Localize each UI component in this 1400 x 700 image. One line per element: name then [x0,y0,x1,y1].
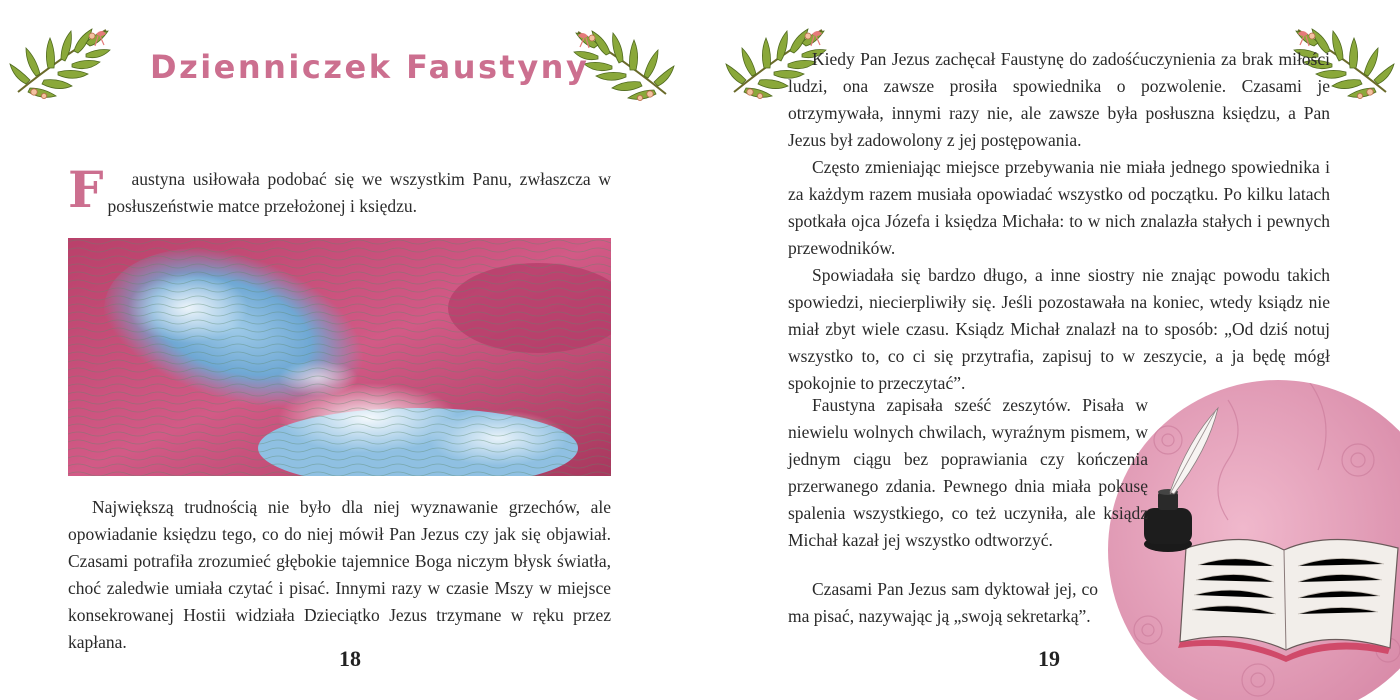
right-paragraph-5: Czasami Pan Jezus sam dyktował jej, co ma pisać, nazywając ją „swoją sekretarką”. [788,579,1098,626]
pink-sky-illustration [68,238,611,476]
left-paragraph-2: Największą trudnością nie było dla niej wyznawanie grzechów, ale opowiadanie księdzu tego, co do niej mówił Pan Jezus czy jak się objawiał. Czasami potrafiła zrozumieć głębokie tajemnice Boga niczym błysk światła, choć zaledwie umiała czytać i pisać. Innymi razy w czasie Mszy w miejsce konsekrowanej Hostii widziała Dzieciątko Jezus trzymane w ręku przez kapłana. [68,497,611,652]
page-number-left: 18 [339,646,361,671]
chapter-title: Dzienniczek Faustyny [150,48,590,86]
right-paragraph-2: Często zmieniając miejsce przebywania nie miała jednego spowiednika i za każdym razem musiała opowiadać wszystko od początku. Po kilku latach spotkała ojca Józefa i księdza Michała: to w nich znalazła stałych i pewnych przewodników. [788,157,1330,258]
notebook-ink-illustration [1108,380,1400,700]
left-paragraph-1-text: austyna usiłowała podobać się we wszystkim Panu, zwłaszcza w posłuszeństwie matce przełożonej i księdzu. [107,169,611,216]
left-paragraph-1 [68,160,611,220]
right-page [700,0,1400,700]
page-number-right: 19 [1038,646,1060,671]
right-paragraph-3: Spowiadała się bardzo długo, a inne siostry nie znając powodu takich spowiedzi, niecierpliwiły się. Jeśli pozostawała na koniec, wtedy ksiądz nie miał zbyt wiele czasu. Ksiądz Michał znalazł na to sposób: „Od dziś notuj wszystko to, co ci się przytrafia, zapisuj to w zeszycie, a ja będę mógł spokojnie to przeczytać”. [788,265,1330,393]
pine-branch-decoration-top-left [6,12,116,102]
drop-cap-letter: F [68,160,104,219]
right-paragraph-4: Faustyna zapisała sześć zeszytów. Pisała w niewielu wolnych chwilach, wyraźnym pismem, w jednym ciągu bez poprawiania czy kończenia przerwanego zdania. Pewnego dnia miała pokusę spalenia wszystkiego, co też uczyniła, ale ksiądz Michał kazał jej wszystko odtworzyć. [788,395,1148,550]
right-paragraph-1: Kiedy Pan Jezus zachęcał Faustynę do zadośćuczynienia za brak miłości ludzi, ona zawsze prosiła spowiednika o pozwolenie. Czasami je otrzymywała, innymi razy nie, ale zawsze była posłuszna księdzu, a Pan Jezus był zadowolony z jej postępowania. [788,49,1330,150]
